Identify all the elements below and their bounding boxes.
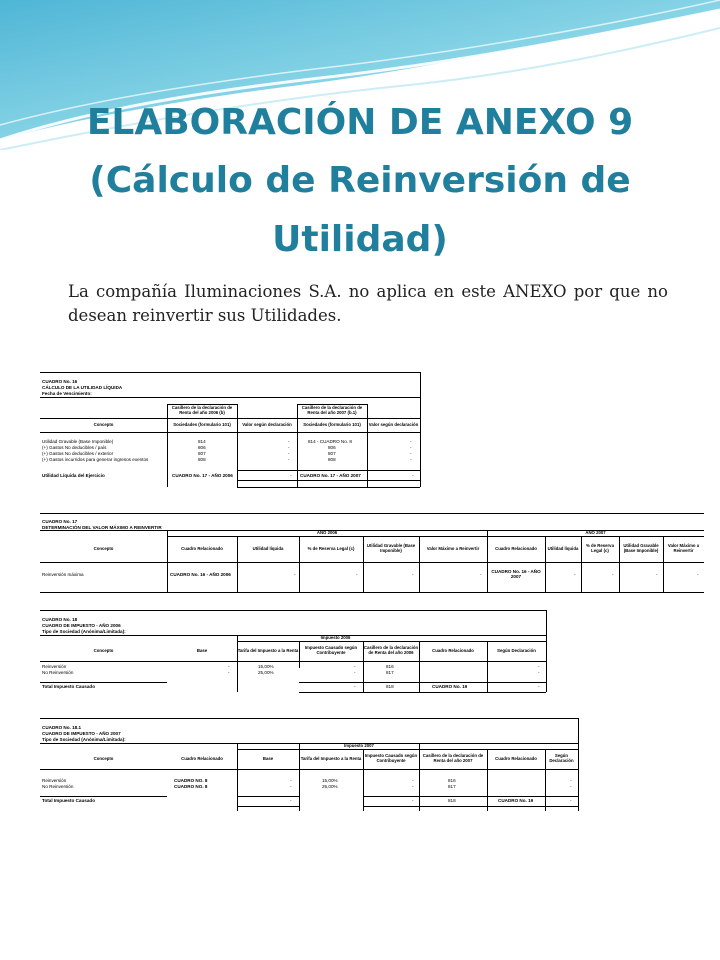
cuadro-18-header: Impuesto Causado según Contribuyente: [304, 645, 358, 655]
cuadro-16-cell: -: [410, 457, 412, 462]
cuadro-18-cell: 25,00%: [258, 670, 274, 675]
cuadro-18-1-cell: -: [412, 798, 414, 803]
cuadro-16-cell: -: [410, 439, 412, 444]
cuadro-16-cell: -: [290, 473, 292, 478]
cuadro-18-1-header: Casillero de la declaración de Renta del año 2007: [422, 753, 484, 763]
page-title-line-3: Utilidad): [272, 219, 448, 260]
cuadro-18-1-cell: CUADRO NO. 8: [174, 784, 208, 789]
cuadro-17-group-2006: AÑO 2006: [316, 529, 338, 535]
page-title-line-2: (Cálculo de Reinversión de: [89, 160, 631, 201]
cuadro-18-1-cell: CUADRO NO. 8: [174, 778, 208, 783]
cuadro-18-1-cell: -: [570, 784, 572, 789]
cuadro-16-cell: -: [288, 445, 290, 450]
cuadro-16-cell: 814: [198, 439, 206, 444]
cuadro-17-cell: Reinversión máxima: [42, 572, 84, 577]
cuadro-16-header-sociedades-2007: Sociedades (formulario 101): [303, 421, 361, 427]
cuadro-18-cell: -: [538, 664, 540, 669]
cuadro-18-header: Cuadro Relacionado: [432, 647, 474, 653]
cuadro-16-cell: 808: [198, 457, 206, 462]
cuadro-18-1-header: Impuesto Causado según Contribuyente: [364, 753, 418, 763]
cuadro-18-number: CUADRO No. 18: [42, 617, 78, 622]
cuadro-18-1-cell: 817: [448, 784, 456, 789]
cuadro-18-tipo: Tipo de Sociedad (Anónima/Limitada):: [42, 629, 126, 634]
cuadro-18-1-group: Impuesto 2007: [344, 742, 374, 748]
cuadro-18-cell: -: [228, 664, 230, 669]
cuadro-18-cell: -: [538, 684, 540, 689]
intro-paragraph: La compañía Iluminaciones S.A. no aplica en este ANEXO por que no desean reinvertir sus Utilidades.: [68, 282, 668, 325]
cuadro-18-1-cell: -: [412, 784, 414, 789]
cuadro-16-cell: 807: [198, 451, 206, 456]
cuadro-18-cell: -: [228, 670, 230, 675]
cuadro-17-header: Concepto: [93, 545, 114, 551]
cuadro-18-1-cell: -: [290, 778, 292, 783]
cuadro-17-header: Utilidad Gravable (Base Imponible): [366, 543, 416, 553]
cuadro-18-title: CUADRO DE IMPUESTO - AÑO 2006: [42, 623, 121, 628]
cuadro-17-number: CUADRO No. 17: [42, 519, 78, 524]
cuadro-16-cell: 808: [328, 457, 336, 462]
cuadro-18-1-cell: -: [290, 798, 292, 803]
cuadro-16-header-valor-2007: Valor según declaración: [368, 421, 419, 427]
page-title-line-1: ELABORACIÓN DE ANEXO 9: [86, 102, 634, 143]
cuadro-16-header-sociedades: Sociedades (formulario 101): [173, 421, 231, 427]
cuadro-16-cell: (+) Gastos No deducibles / exterior: [42, 451, 114, 456]
cuadro-18-cell: 15,00%: [258, 664, 274, 669]
spreadsheet-image: [40, 366, 704, 818]
cuadro-18-cell: 817: [386, 670, 394, 675]
cuadro-16-cell: Utilidad Líquida del Ejercicio: [42, 473, 105, 478]
cuadro-16-cell: -: [288, 439, 290, 444]
cuadro-18-1-header: Base: [262, 755, 274, 761]
cuadro-17-cell: -: [294, 572, 296, 577]
cuadro-18-group: Impuesto 2006: [320, 634, 351, 640]
cuadro-18-cell: -: [538, 670, 540, 675]
cuadro-18-1-cell: Total Impuesto Causado: [42, 798, 96, 803]
cuadro-17-cell: -: [656, 572, 658, 577]
cuadro-17-header: Utilidad Gravable (Base Imponible): [623, 543, 659, 553]
cuadro-16-cell: 806: [328, 445, 336, 450]
cuadro-18-1-cell: 15,00%: [322, 778, 338, 783]
cuadro-18-1-header: Tarifa del Impuesto a la Renta: [300, 755, 362, 761]
cuadro-18-1-cell: Reinversión: [42, 778, 67, 783]
cuadro-16-number: CUADRO No. 16: [42, 379, 78, 384]
cuadro-16-header-valor: Valor según declaración: [242, 421, 292, 427]
cuadro-18-cell: Reinversión: [42, 664, 67, 669]
cuadro-16-cell: Utilidad Gravable (Base Imponible): [42, 439, 114, 444]
cuadro-17-header: Valor Máximo a Reinvertir: [667, 543, 700, 553]
cuadro-18-1-header: Concepto: [93, 755, 114, 761]
cuadro-16-cell: -: [288, 457, 290, 462]
cuadro-18-cell: No Reinversión: [42, 670, 74, 675]
cuadro-16-cell: 807: [328, 451, 336, 456]
cuadro-17-header: Utilidad líquida: [547, 545, 579, 551]
cuadro-17-cell: CUADRO No. 16 - AÑO 2006: [170, 572, 231, 577]
cuadro-17-cell: -: [412, 572, 414, 577]
cuadro-18-1-cell: -: [412, 778, 414, 783]
cuadro-17-header: Cuadro Relacionado: [181, 545, 223, 551]
cuadro-18-cell: Total Impuesto Causado: [42, 684, 96, 689]
cuadro-18-cell: -: [354, 664, 356, 669]
cuadro-16-cell: CUADRO No. 17 - AÑO 2007: [300, 473, 361, 478]
cuadro-18-header: Casillero de la declaración de Renta del año 2006: [363, 645, 419, 655]
cuadro-16-cell: -: [412, 473, 414, 478]
cuadro-18-header: Base: [196, 647, 208, 653]
cuadro-18-cell: CUADRO No. 19: [432, 684, 468, 689]
cuadro-17-cell: -: [574, 572, 576, 577]
cuadro-18-cell: 816: [386, 664, 394, 669]
cuadro-18-1-cell: 25,00%: [322, 784, 338, 789]
cuadro-18-1-header: Cuadro Relacionado: [495, 755, 537, 761]
cuadro-18-header: Tarifa del Impuesto a la Renta: [237, 647, 299, 653]
cuadro-16-header-casillero-2007: Casillero de la declaración de Renta del año 2007 (b.1): [301, 405, 363, 415]
cuadro-17-header: Cuadro Relacionado: [495, 545, 537, 551]
cuadro-18-1-cell: -: [570, 798, 572, 803]
cuadro-16-cell: (+) Gastos incurridos para generar ingresos exentos: [42, 457, 149, 462]
cuadro-17-header: % de Reserva Legal (c): [586, 543, 614, 553]
cuadro-16-fecha: Fecha de Vencimiento:: [42, 391, 92, 396]
cuadro-16-cell: (+) Gastos No deducibles / país: [42, 445, 107, 450]
cuadro-18-1-number: CUADRO No. 18.1: [42, 725, 82, 730]
cuadro-18-1-cell: -: [290, 784, 292, 789]
cuadro-18-header: Concepto: [93, 647, 114, 653]
cuadro-18-1-cell: CUADRO No. 19: [498, 798, 534, 803]
cuadro-16-cell: 814 - CUADRO No. 8: [308, 439, 352, 444]
cuadro-18-1-cell: -: [570, 778, 572, 783]
cuadro-16-cell: -: [410, 445, 412, 450]
cuadro-16-cell: -: [410, 451, 412, 456]
cuadro-17-group-2007: AÑO 2007: [585, 529, 606, 535]
cuadro-16-cell: -: [288, 451, 290, 456]
cuadro-16-header-casillero-2006: Casillero de la declaración de Renta del año 2006 (b): [171, 405, 233, 415]
cuadro-17-title: DETERMINACIÓN DEL VALOR MÁXIMO A REINVERTIR: [42, 525, 162, 530]
cuadro-17-cell: CUADRO No. 16 - AÑO 2007: [491, 569, 541, 579]
cuadro-17-cell: -: [697, 572, 699, 577]
cuadro-18-1-cell: 816: [448, 778, 456, 783]
cuadro-17-cell: -: [356, 572, 358, 577]
cuadro-18-1-header: Según Declaración: [549, 753, 574, 763]
cuadro-18-1-header: Cuadro Relacionado: [181, 755, 223, 761]
cuadro-17-header: Utilidad líquida: [252, 545, 284, 551]
cuadro-18-1-cell: No Reinversión: [42, 784, 74, 789]
cuadro-18-cell: 818: [386, 684, 394, 689]
cuadro-16-cell: CUADRO No. 17 - AÑO 2006: [172, 473, 233, 478]
cuadro-17-header: Valor Máximo a Reinvertir: [426, 545, 480, 551]
cuadro-18-1-tipo: Tipo de Sociedad (Anónima/Limitada):: [42, 737, 126, 742]
cuadro-18-header: Según Declaración: [497, 647, 536, 653]
cuadro-17-cell: -: [480, 572, 482, 577]
cuadro-18-cell: -: [354, 670, 356, 675]
cuadro-16-title: CÁLCULO DE LA UTILIDAD LÍQUIDA: [42, 385, 123, 390]
cuadro-16-header-concepto: Concepto: [93, 421, 114, 427]
cuadro-16-cell: 806: [198, 445, 206, 450]
cuadro-17-header: % de Reserva Legal (c): [307, 545, 355, 551]
cuadro-18-1-cell: 818: [448, 798, 456, 803]
cuadro-17-cell: -: [612, 572, 614, 577]
cuadro-18-1-title: CUADRO DE IMPUESTO - AÑO 2007: [42, 731, 121, 736]
cuadro-18-cell: -: [354, 684, 356, 689]
